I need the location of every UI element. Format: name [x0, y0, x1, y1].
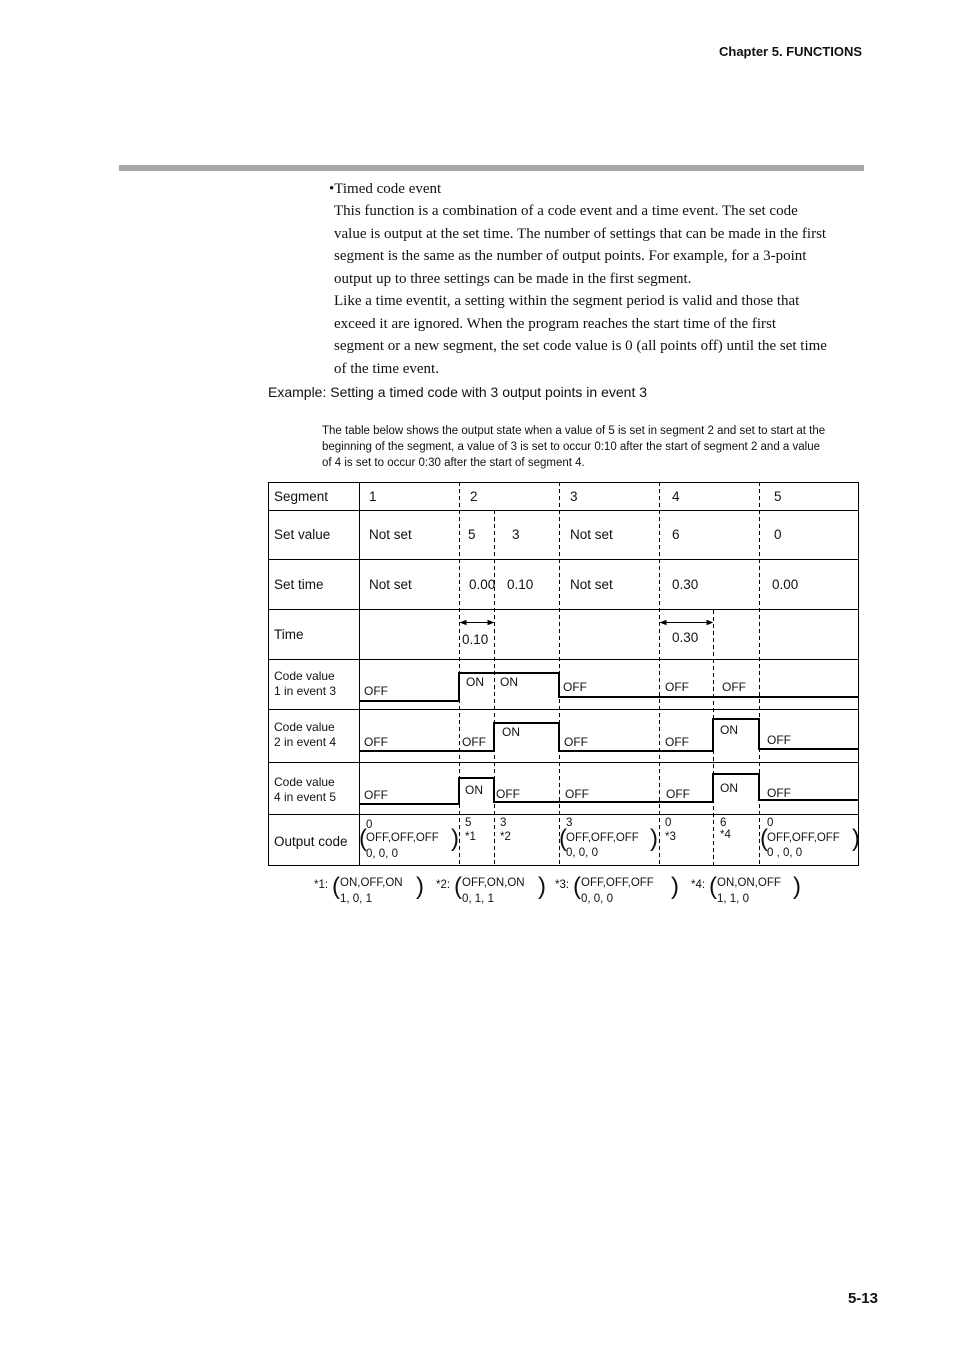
code1-state: OFF: [665, 680, 689, 694]
output-value: 6: [720, 817, 727, 829]
open-paren: (: [359, 825, 367, 852]
row-label-time: Time: [274, 627, 304, 642]
set-time: Not set: [570, 577, 613, 592]
note-line: of 4 is set to occur 0:30 after the start of segment 4.: [322, 457, 585, 469]
close-paren: ): [538, 873, 546, 900]
open-paren: (: [332, 873, 340, 900]
section-divider: [119, 165, 864, 171]
segment-number: 1: [369, 489, 377, 504]
body-line: This function is a combination of a code event and a time event. The set code: [334, 203, 798, 219]
set-value: Not set: [570, 527, 613, 542]
close-paren: ): [793, 873, 801, 900]
set-time: 0.10: [507, 577, 534, 592]
example-text: Setting a timed code with 3 output points in event 3: [326, 384, 648, 400]
code4-state: OFF: [767, 786, 791, 800]
set-time: Not set: [369, 577, 412, 592]
footnote-states: OFF,OFF,OFF: [581, 877, 654, 889]
body-line: Like a time eventit, a setting within the segment period is valid and those that: [334, 293, 800, 309]
note-line: beginning of the segment, a value of 3 is set to occur 0:10 after the start of segment 2 and a value: [322, 441, 821, 453]
bullet-heading: •Timed code event: [329, 181, 442, 197]
close-paren: ): [416, 873, 424, 900]
close-paren: ): [650, 825, 658, 852]
code4-state: OFF: [565, 787, 589, 801]
code4-state: ON: [465, 783, 483, 797]
output-ref: *4: [720, 829, 731, 841]
open-paren: (: [760, 825, 768, 852]
output-bits: 0 , 0, 0: [767, 847, 803, 859]
output-value: 0: [767, 817, 774, 829]
output-states: OFF,OFF,OFF: [767, 832, 840, 844]
footnote-key: *1:: [314, 879, 329, 891]
code1-state: ON: [500, 675, 518, 689]
open-paren: (: [454, 873, 462, 900]
output-value: 5: [465, 817, 472, 829]
page-number: 5-13: [847, 1290, 878, 1307]
note-line: The table below shows the output state when a value of 5 is set in segment 2 and set to start at the: [322, 425, 826, 437]
footnote-states: OFF,ON,ON: [462, 877, 525, 889]
segment-number: 4: [672, 489, 680, 504]
output-states: OFF,OFF,OFF: [366, 832, 439, 844]
row-label-code1: Code value: [274, 669, 335, 683]
code2-state: OFF: [665, 735, 689, 749]
row-label-output-code: Output code: [274, 834, 348, 849]
code2-state: OFF: [564, 735, 588, 749]
set-value: 0: [774, 527, 782, 542]
close-paren: ): [671, 873, 679, 900]
segment-number: 2: [470, 489, 478, 504]
footnote-bits: 0, 1, 1: [462, 893, 494, 905]
output-value: 3: [566, 817, 573, 829]
close-paren: ): [852, 825, 860, 852]
output-value: 0: [366, 819, 373, 831]
code2-state: OFF: [767, 733, 791, 747]
set-time: 0.00: [772, 577, 799, 592]
row-label-set-value: Set value: [274, 527, 331, 542]
code4-state: OFF: [666, 787, 690, 801]
close-paren: ): [451, 825, 459, 852]
footnote-key: *4:: [691, 879, 706, 891]
output-ref: *1: [465, 831, 476, 843]
set-time: 0.30: [672, 577, 699, 592]
output-bits: 0, 0, 0: [366, 848, 398, 860]
open-paren: (: [709, 873, 717, 900]
footnote-states: ON,ON,OFF: [717, 877, 781, 889]
output-states: OFF,OFF,OFF: [566, 832, 639, 844]
code4-state: OFF: [496, 787, 520, 801]
code2-state: ON: [502, 725, 520, 739]
row-label-code1-event: 1 in event 3: [274, 684, 337, 698]
code1-state: OFF: [364, 684, 388, 698]
chapter-header: Chapter 5. FUNCTIONS: [718, 44, 862, 59]
segment-number: 3: [570, 489, 578, 504]
set-value: 5: [468, 527, 476, 542]
output-bits: 0, 0, 0: [566, 847, 598, 859]
set-value: 6: [672, 527, 680, 542]
example-heading: [268, 384, 647, 400]
row-label-code4: Code value: [274, 775, 335, 789]
footnote-key: *3:: [555, 879, 570, 891]
timed-code-table: [268, 482, 859, 866]
open-paren: (: [559, 825, 567, 852]
body-line: of the time event.: [334, 360, 439, 377]
output-value: 0: [665, 817, 672, 829]
set-value: Not set: [369, 527, 412, 542]
code2-state: OFF: [462, 735, 486, 749]
set-time: 0.00: [469, 577, 496, 592]
body-line: exceed it are ignored. When the program reaches the start time of the first: [334, 315, 777, 332]
open-paren: (: [573, 873, 581, 900]
footnote-key: *2:: [436, 879, 451, 891]
footnote-states: ON,OFF,ON: [340, 877, 403, 889]
set-value: 3: [512, 527, 520, 542]
time-offset: 0.30: [672, 630, 699, 645]
body-line: segment is the same as the number of output points. For example, for a 3-point: [334, 248, 807, 264]
body-line: value is output at the set time. The number of settings that can be made in the first: [334, 225, 827, 242]
code1-state: ON: [466, 675, 484, 689]
row-label-set-time: Set time: [274, 577, 324, 592]
code1-state: OFF: [563, 680, 587, 694]
code4-state: OFF: [364, 788, 388, 802]
output-ref: *3: [665, 831, 676, 843]
row-label-code2-event: 2 in event 4: [274, 735, 337, 749]
row-label-code4-event: 4 in event 5: [274, 790, 337, 804]
body-line: segment or a new segment, the set code value is 0 (all points off) until the set time: [334, 338, 827, 354]
table-lines: [268, 482, 859, 866]
segment-number: 5: [774, 489, 782, 504]
output-ref: *2: [500, 831, 511, 843]
code2-state: OFF: [364, 735, 388, 749]
row-label-code2: Code value: [274, 720, 335, 734]
code1-state: OFF: [722, 680, 746, 694]
code2-state: ON: [720, 723, 738, 737]
footnote-bits: 1, 0, 1: [340, 893, 372, 905]
footnote-bits: 0, 0, 0: [581, 893, 613, 905]
code4-state: ON: [720, 781, 738, 795]
row-label-segment: Segment: [274, 489, 329, 504]
body-line: output up to three settings can be made in the first segment.: [334, 270, 692, 287]
example-label: Example:: [268, 384, 327, 400]
time-offset: 0.10: [462, 632, 489, 647]
footnote-bits: 1, 1, 0: [717, 893, 749, 905]
output-value: 3: [500, 817, 507, 829]
